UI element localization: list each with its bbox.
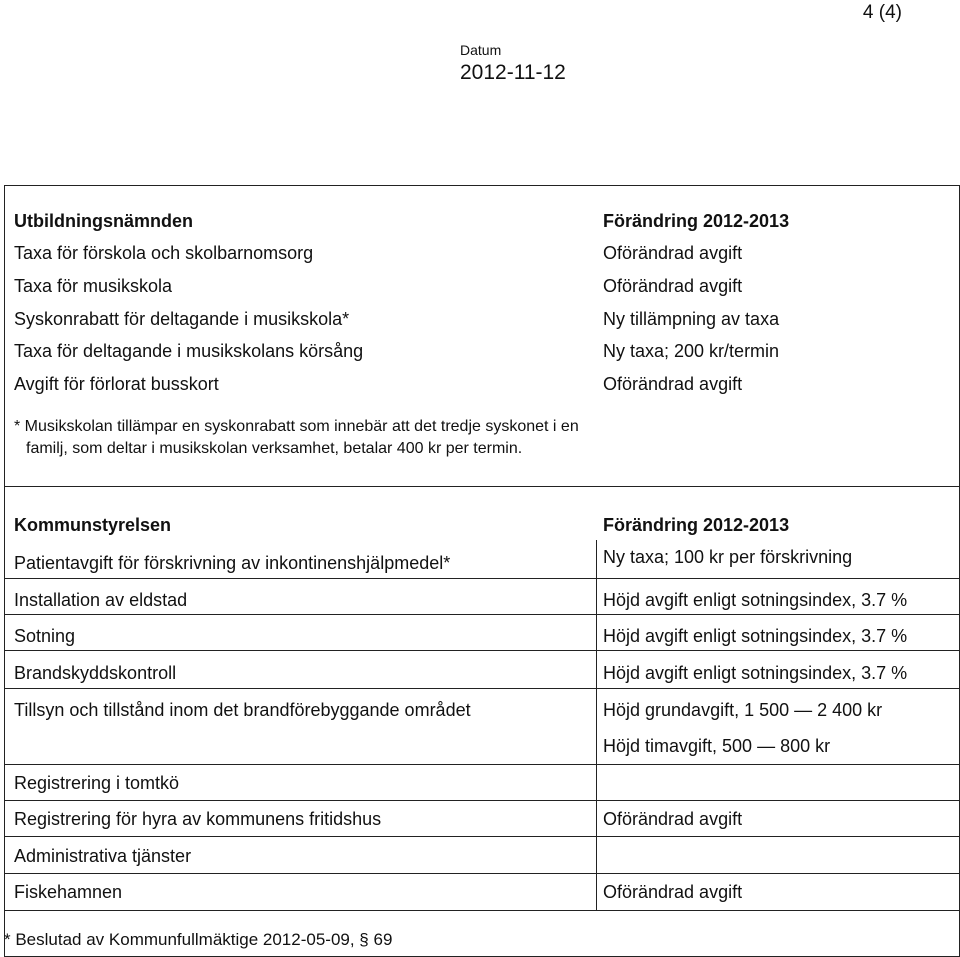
row-divider: [4, 650, 960, 651]
row-divider: [4, 764, 960, 765]
section2-change: Höjd timavgift, 500 — 800 kr: [603, 736, 831, 756]
footer-note: * Beslutad av Kommunfullmäktige 2012-05-09, § 69: [4, 930, 393, 949]
section1-item: Taxa för förskola och skolbarnomsorg: [14, 243, 314, 263]
date-label: Datum: [460, 42, 502, 58]
section2-item: Brandskyddskontroll: [14, 663, 177, 683]
section2-change: Ny taxa; 100 kr per förskrivning: [603, 547, 853, 567]
section1-change: Ny taxa; 200 kr/termin: [603, 341, 780, 361]
row-divider: [4, 800, 960, 801]
row-divider: [4, 873, 960, 874]
page-number: 4 (4): [862, 2, 902, 23]
section1-item: Syskonrabatt för deltagande i musikskola*: [14, 309, 350, 329]
section2-item: Registrering för hyra av kommunens fritidshus: [14, 809, 382, 829]
section2-change: Höjd avgift enligt sotningsindex, 3.7 %: [603, 590, 908, 610]
row-divider: [4, 578, 960, 579]
section2-item: Patientavgift för förskrivning av inkontinenshjälpmedel*: [14, 553, 451, 573]
section2-item: Tillsyn och tillstånd inom det brandförebyggande området: [14, 700, 471, 720]
section1-item: Avgift för förlorat busskort: [14, 374, 219, 394]
section2-item: Sotning: [14, 626, 76, 646]
section2-change: Höjd avgift enligt sotningsindex, 3.7 %: [603, 663, 908, 683]
section2-item: Registrering i tomtkö: [14, 773, 180, 793]
column-divider: [596, 540, 597, 910]
section1-change: Ny tillämpning av taxa: [603, 309, 780, 329]
section2-title: Kommunstyrelsen: [14, 515, 172, 535]
row-divider: [4, 836, 960, 837]
section-divider: [4, 486, 960, 487]
section2-change: Oförändrad avgift: [603, 882, 743, 902]
section2-item: Installation av eldstad: [14, 590, 188, 610]
footnote-line: * Musikskolan tillämpar en syskonrabatt som innebär att det tredje syskonet i en: [14, 418, 579, 435]
section2-change-header: Förändring 2012-2013: [603, 515, 790, 535]
section1-title: Utbildningsnämnden: [14, 211, 193, 231]
row-divider: [4, 614, 960, 615]
section1-item: Taxa för musikskola: [14, 276, 173, 296]
section2-change: Höjd avgift enligt sotningsindex, 3.7 %: [603, 626, 908, 646]
section1-change-header: Förändring 2012-2013: [603, 211, 790, 231]
section1-change: Oförändrad avgift: [603, 276, 743, 296]
section1-change: Oförändrad avgift: [603, 243, 743, 263]
section2-item: Fiskehamnen: [14, 882, 123, 902]
date-value: 2012-11-12: [460, 61, 566, 84]
footnote-line: familj, som deltar i musikskolan verksamhet, betalar 400 kr per termin.: [26, 440, 523, 457]
section2-change: Höjd grundavgift, 1 500 — 2 400 kr: [603, 700, 883, 720]
section2-change: Oförändrad avgift: [603, 809, 743, 829]
section1-change: Oförändrad avgift: [603, 374, 743, 394]
row-divider: [4, 688, 960, 689]
section1-item: Taxa för deltagande i musikskolans körsång: [14, 341, 364, 361]
row-divider: [4, 910, 960, 911]
section2-item: Administrativa tjänster: [14, 846, 192, 866]
